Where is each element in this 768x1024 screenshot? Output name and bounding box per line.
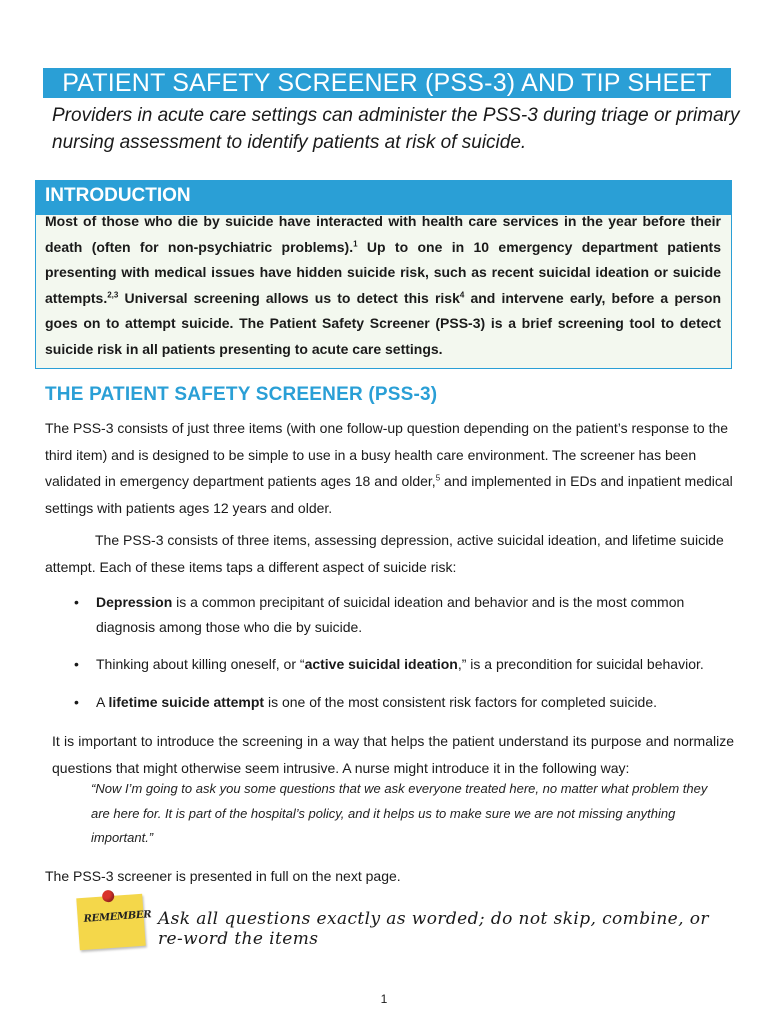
introduction-heading: INTRODUCTION [36,181,731,215]
bullet-icon: • [74,656,79,672]
paragraph-overview: The PSS-3 consists of just three items (with one follow-up question depending on the patient’s response to the third item) and is designed to be simple to use in a busy health care environment. The screener has been validated in emergency department patients ages 18 and older,$^5$ and implemented in EDs and inpatient medical settings with patients ages 12 years and older. [45,420,733,516]
footnote-ref: 5 [435,473,441,483]
sticky-note-label: REMEMBER [83,909,152,925]
footnote-ref: 4 [459,289,465,299]
paragraph-next-page: The PSS-3 screener is presented in full on the next page. [45,868,401,884]
paragraph-items: The PSS-3 consists of three items, assessing depression, active suicidal ideation, and lifetime suicide attempt. Each of these items taps a different aspect of suicide risk: [45,532,724,575]
remember-sticky-note-icon [76,894,152,950]
section-heading: THE PATIENT SAFETY SCREENER (PSS-3) [45,384,438,405]
bullet-icon: • [74,694,79,710]
introduction-box [35,180,732,369]
footnote-ref: 2,3 [107,289,119,299]
bullet-item: • Depression is a common precipitant of suicidal ideation and behavior and is the most common diagnosis among those who die by suicide. [74,590,734,640]
page-subtitle: Providers in acute care settings can administer the PSS-3 during triage or primary nursing assessment to identify patients at risk of suicide. [52,105,740,153]
bullet-item: • A lifetime suicide attempt is one of the most consistent risk factors for completed suicide. [74,690,734,715]
reminder-text: Ask all questions exactly as worded; do not skip, combine, or re-word the items [158,909,709,949]
bullet-item: • Thinking about killing oneself, or “active suicidal ideation,” is a precondition for suicidal behavior. [74,652,734,677]
footnote-ref: 1 [353,238,358,248]
bullet-icon: • [74,594,79,610]
page-number: 1 [380,992,388,1006]
paragraph-introduce-screening: It is important to introduce the screening in a way that helps the patient understand its purpose and normalize questions that might otherwise seem intrusive. A nurse might introduce it in the following way: [52,733,734,776]
nurse-quote: “Now I’m going to ask you some questions that we ask everyone treated here, no matter what problem they are here for. It is part of the hospital’s policy, and it helps us to make sure we are not missing anything important.” [91,781,708,845]
pushpin-icon [102,890,115,903]
introduction-text: Most of those who die by suicide have interacted with health care services in the year before their death (often for non-psychiatric problems).$^1$ Up to one in 10 emergency department patients presenting with medical issues have hidden suicide risk, such as recent suicidal ideation or suicide attempts.$^{2,3}$ Universal screening allows us to detect this risk$^4$ and intervene early, before a person goes on to attempt suicide. The Patient Safety Screener (PSS-3) is a brief screening tool to detect suicide risk in all patients presenting to acute care settings. [45,213,722,357]
page-title: PATIENT SAFETY SCREENER (PSS-3) AND TIP SHEET [43,68,731,98]
